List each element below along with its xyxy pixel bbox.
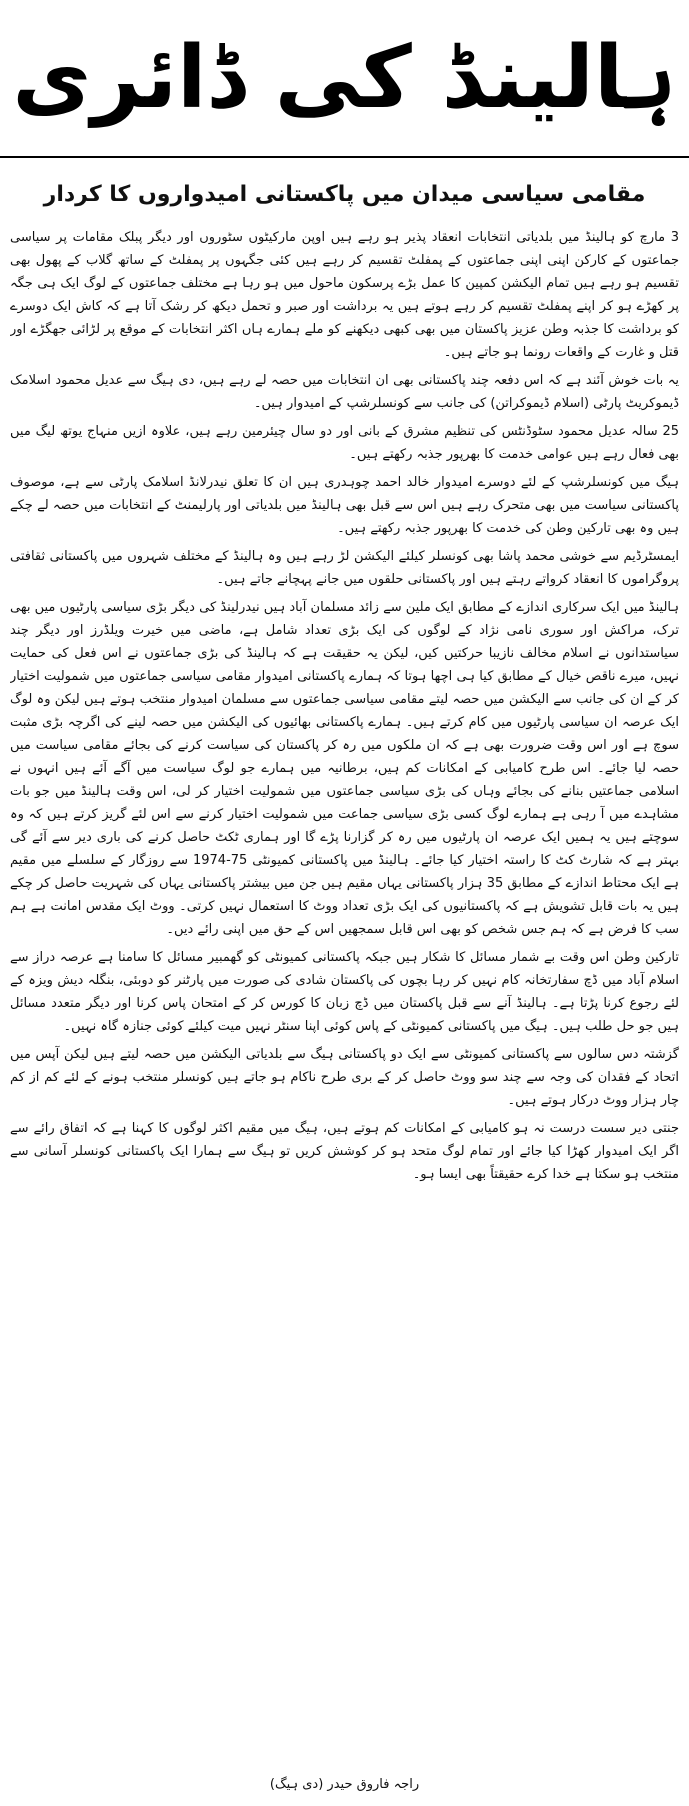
- article-headline: مقامی سیاسی میدان میں پاکستانی امیدواروں کا کردار: [43, 182, 646, 207]
- paragraph: ہالینڈ میں ایک سرکاری اندازے کے مطابق ایک ملین سے زائد مسلمان آباد ہیں نیدرلینڈ کی دیگر بڑی سیاسی پارٹیوں میں بھی ترک، مراکش اور سوری نامی نژاد کے لوگوں کی ایک بڑی تعداد شامل ہے، ماضی میں خیرت ویلڈرز اور دیگر چند سیاستدانوں نے اسلام مخالف نازیبا حرکتیں کیں، لیکن یہ حقیقت ہے کہ ہالینڈ کی بڑی جماعتوں نے اس فعل کی حمایت نہیں، میرے ناقص خیال کے مطابق کیا ہی اچھا ہوتا کہ ہمارے پاکستانی امیدوار مقامی سیاسی جماعتوں میں شمولیت اختیار کر کے ان کی جانب سے الیکشن میں حصہ لیتے مقامی سیاسی جماعتوں سے مسلمان امیدوار منتخب ہوتے ہیں لیکن وہ لوگ ایک عرصہ ان سیاسی پارٹیوں میں کام کرتے ہیں۔ ہمارے پاکستانی بھائیوں کی الیکشن میں حصہ لینے کی اگرچہ بڑی مثبت سوچ ہے اور اس وقت ضرورت بھی ہے کہ ان ملکوں میں رہ کر پاکستان کی سیاست کرنے کی بجائے مقامی سیاست میں حصہ لیا جائے۔ اس طرح کامیابی کے امکانات کم ہیں، برطانیہ میں ہمارے جو لوگ سیاست میں آگے آئے ہیں انہوں نے اسلامی جماعتیں بنانے کی بجائے وہاں کی بڑی سیاسی جماعتوں میں شمولیت اختیار کر لی، اس وقت ہالینڈ میں جو بات مشاہدے میں آ رہی ہے ہمارے لوگ کسی بڑی سیاسی جماعت میں شمولیت اختیار کرنے سے اس لئے گریز کرتے ہیں کہ وہ سوچتے ہیں یہ ہمیں ایک عرصہ ان پارٹیوں میں رہ کر گزارنا پڑے گا اور ہماری ٹکٹ حاصل کرنے کی باری دیر سے آئے گی بہتر ہے کہ شارٹ کٹ کا راستہ اختیار کیا جائے۔ ہالینڈ میں پاکستانی کمیونٹی 75-1974 سے روزگار کے سلسلے میں مقیم ہے ایک محتاط اندازے کے مطابق 35 ہزار پاکستانی یہاں مقیم ہیں جن میں بیشتر پاکستانی یہاں کی شہریت حاصل کر چکے ہیں یہ بات قابل تشویش ہے کہ پاکستانیوں کی ایک بڑی تعداد ووٹ کا استعمال نہیں کرتی۔ ووٹ ایک مقدس امانت ہے ہم سب کا فرض ہے کہ ہم جس شخص کو بھی اس قابل سمجھیں اس کے حق میں اپنی رائے دیں۔: [10, 600, 679, 937]
- paragraph: ایمسٹرڈیم سے خوشی محمد پاشا بھی کونسلر کیلئے الیکشن لڑ رہے ہیں وہ ہالینڈ کے مختلف شہروں میں پاکستانی ثقافتی پروگراموں کا انعقاد کرواتے رہتے ہیں اور پاکستانی حلقوں میں جانے پہچانے جاتے ہیں۔: [10, 549, 679, 587]
- paragraph: ہیگ میں کونسلرشپ کے لئے دوسرے امیدوار خالد احمد چوہدری ہیں ان کا تعلق نیدرلانڈ اسلامک پارٹی سے ہے، موصوف پاکستانی سیاست میں بھی متحرک رہے ہیں اس سے قبل بھی ہالینڈ میں بلدیاتی اور پارلیمنٹ کے انتخابات میں حصہ لے چکے ہیں وہ بھی تارکین وطن کی خدمت کا بھرپور جذبہ رکھتے ہیں۔: [10, 475, 679, 536]
- paragraph: یہ بات خوش آئند ہے کہ اس دفعہ چند پاکستانی بھی ان انتخابات میں حصہ لے رہے ہیں، دی ہیگ سے عدیل محمود اسلامک ڈیموکریٹ پارٹی (اسلام ڈیموکراتن) کی جانب سے کونسلرشپ کے امیدوار ہیں۔: [10, 373, 679, 411]
- author-byline: راجہ فاروق حیدر (دی ہیگ): [269, 1777, 420, 1792]
- paragraph: گزشتہ دس سالوں سے پاکستانی کمیونٹی سے ایک دو پاکستانی ہیگ سے بلدیاتی الیکشن میں حصہ لیتے ہیں لیکن آپس میں اتحاد کے فقدان کی وجہ سے چند سو ووٹ حاصل کر کے بری طرح ناکام ہو جاتے ہیں کونسلر منتخب ہونے کے لئے کم از کم چار ہزار ووٹ درکار ہوتے ہیں۔: [10, 1047, 679, 1108]
- masthead-divider: [0, 156, 689, 158]
- masthead-title: ہالینڈ کی ڈائری: [12, 27, 677, 128]
- paragraph: تارکین وطن اس وقت بے شمار مسائل کا شکار ہیں جبکہ پاکستانی کمیونٹی کو گھمبیر مسائل کا سامنا ہے عرصہ دراز سے اسلام آباد میں ڈچ سفارتخانہ کام نہیں کر رہا بچوں کی پاکستان شادی کی صورت میں پارٹنر کو دوبئی، بنگلہ دیش ویزہ کے لئے رجوع کرنا پڑتا ہے۔ ہالینڈ آنے سے قبل پاکستان میں ڈچ زبان کا کورس کر کے امتحان پاس کرنا اور دیگر متعدد مسائل ہیں جو حل طلب ہیں۔ ہیگ میں پاکستانی کمیونٹی کے پاس کوئی اپنا سنٹر نہیں میت کیلئے کوئی جنازہ گاہ نہیں۔: [10, 950, 679, 1034]
- paragraph: 25 سالہ عدیل محمود سٹوڈنٹس کی تنظیم مشرق کے بانی اور دو سال چیئرمین رہے ہیں، علاوہ ازیں منہاج یوتھ لیگ میں بھی فعال رہے ہیں عوامی خدمت کا بھرپور جذبہ رکھتے ہیں۔: [10, 424, 679, 462]
- article-body: [10, 226, 679, 1771]
- paragraph: جنتی دیر سست درست نہ ہو کامیابی کے امکانات کم ہوتے ہیں، ہیگ میں مقیم اکثر لوگوں کا کہنا ہے کہ اتفاق رائے سے اگر ایک امیدوار کھڑا کیا جائے اور تمام لوگ متحد ہو کر کوشش کریں تو ہیگ سے ہمارا ایک پاکستانی کونسلر آسانی سے منتخب ہو سکتا ہے خدا کرے حقیقتاً بھی ایسا ہو۔: [10, 1121, 679, 1182]
- masthead: [0, 0, 689, 155]
- paragraph: 3 مارچ کو ہالینڈ میں بلدیاتی انتخابات انعقاد پذیر ہو رہے ہیں اوپن مارکیٹوں سٹوروں اور دیگر پبلک مقامات پر سیاسی جماعتوں کے کارکن اپنی اپنی جماعتوں کے پمفلٹ تقسیم کر رہے ہیں کئی جگہوں پر پمفلٹ کے ساتھ گلاب کے پھول بھی تقسیم ہو رہے ہیں تمام الیکشن کمپین کا عمل بڑے پرسکون ماحول میں ہو رہا ہے مختلف جماعتوں کے لوگ ایک ہی جگہ پر کھڑے ہو کر اپنے پمفلٹ تقسیم کر رہے ہوتے ہیں یہ برداشت اور صبر و تحمل دیکھ کر رشک آتا ہے کہ کاش ایک دوسرے کو برداشت کا جذبہ وطن عزیز پاکستان میں بھی کبھی دیکھنے کو ملے ہمارے ہاں اکثر انتخابات کے موقع پر لڑائی جھگڑے اور قتل و غارت کے واقعات رونما ہو جاتے ہیں۔: [10, 230, 679, 360]
